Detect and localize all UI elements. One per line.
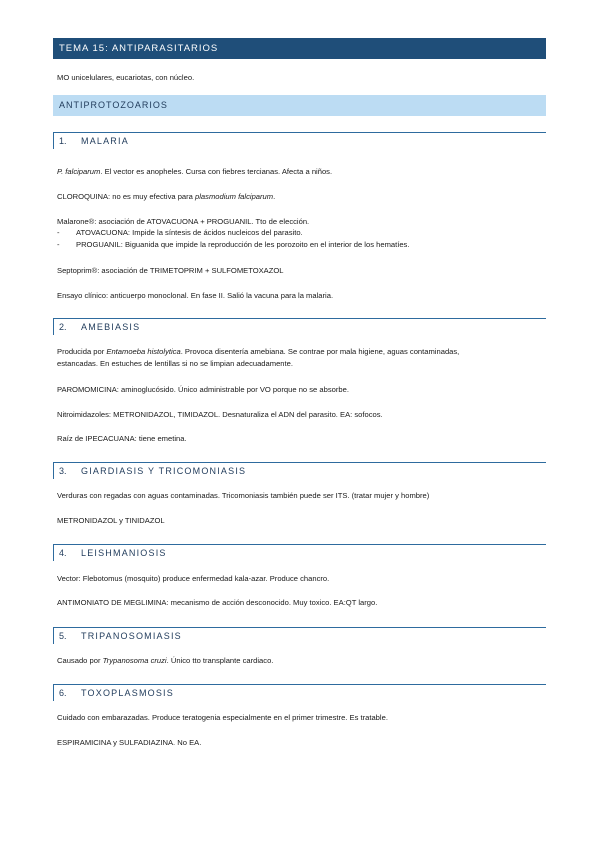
tripanosomiasis-paragraph-1 xyxy=(57,655,542,666)
bullet-marker: - xyxy=(57,240,60,249)
section-heading-giardiasis xyxy=(53,462,546,479)
malaria-paragraph-5: Ensayo clínico: anticuerpo monoclonal. En fase II. Salió la vacuna para la malaria. xyxy=(57,291,334,300)
giardiasis-paragraph-2: METRONIDAZOL y TINIDAZOL xyxy=(57,516,165,525)
text-span: Producida por xyxy=(57,347,107,356)
text-span: . Único tto transplante cardiaco. xyxy=(166,656,274,665)
italic-term: Trypanosoma cruzi xyxy=(102,656,167,665)
section-number: 3. xyxy=(59,466,67,476)
toxoplasmosis-paragraph-2: ESPIRAMICINA y SULFADIAZINA. No EA. xyxy=(57,738,202,747)
leishmaniosis-paragraph-2: ANTIMONIATO DE MEGLIMINA: mecanismo de acción desconocido. Muy toxico. EA:QT largo. xyxy=(57,598,378,607)
section-heading-leishmaniosis xyxy=(53,544,546,561)
section-number: 6. xyxy=(59,688,67,698)
malaria-paragraph-3: Malarone®: asociación de ATOVACUONA + PROGUANIL. Tto de elección. xyxy=(57,217,310,226)
section-number: 1. xyxy=(59,136,67,146)
bullet-item: PROGUANIL: Biguanida que impide la reproducción de les porozoito en el interior de los hematíes. xyxy=(76,240,410,249)
section-title: TOXOPLASMOSIS xyxy=(81,688,174,698)
malaria-paragraph-4: Septoprim®: asociación de TRIMETOPRIM + SULFOMETOXAZOL xyxy=(57,266,284,275)
section-heading-amebiasis xyxy=(53,318,546,335)
section-title: MALARIA xyxy=(81,136,129,146)
section-title: GIARDIASIS Y TRICOMONIASIS xyxy=(81,466,247,476)
section-title: TRIPANOSOMIASIS xyxy=(81,631,182,641)
text-span: Causado por xyxy=(57,656,103,665)
italic-term: P. falciparum xyxy=(57,167,101,176)
text-span: . xyxy=(273,192,276,201)
text-span: . Provoca disentería amebiana. Se contrae por mala higiene, aguas contaminadas, xyxy=(180,347,460,356)
section-title: LEISHMANIOSIS xyxy=(81,548,167,558)
bullet-item: ATOVACUONA: Impide la síntesis de ácidos nucleicos del parasito. xyxy=(76,228,303,237)
amebiasis-paragraph-3: Nitroimidazoles: METRONIDAZOL, TIMIDAZOL. Desnaturaliza el ADN del parasito. EA: sofocos. xyxy=(57,410,383,419)
amebiasis-paragraph-1-line-1 xyxy=(57,346,542,357)
section-number: 5. xyxy=(59,631,67,641)
italic-term: plasmodium falciparum xyxy=(195,192,274,201)
section-heading-tripanosomiasis xyxy=(53,627,546,644)
text-span: CLOROQUINA: no es muy efectiva para xyxy=(57,192,196,201)
section-number: 2. xyxy=(59,322,67,332)
intro-text: MO unicelulares, eucariotas, con núcleo. xyxy=(57,73,195,82)
section-title: AMEBIASIS xyxy=(81,322,141,332)
italic-term: Entamoeba histolytica xyxy=(106,347,181,356)
section-heading-toxoplasmosis xyxy=(53,684,546,701)
amebiasis-paragraph-4: Raíz de IPECACUANA: tiene emetina. xyxy=(57,434,187,443)
bullet-marker: - xyxy=(57,228,60,237)
amebiasis-paragraph-2: PAROMOMICINA: aminoglucósido. Único administrable por VO porque no se absorbe. xyxy=(57,385,349,394)
toxoplasmosis-paragraph-1: Cuidado con embarazadas. Produce teratogenia especialmente en el primer trimestre. Es tratable. xyxy=(57,713,388,722)
amebiasis-paragraph-1-line-2: estancadas. En estuches de lentillas si no se limpian adecuadamente. xyxy=(57,359,293,368)
leishmaniosis-paragraph-1: Vector: Flebotomus (mosquito) produce enfermedad kala-azar. Produce chancro. xyxy=(57,574,330,583)
text-span: . El vector es anopheles. Cursa con fiebres tercianas. Afecta a niños. xyxy=(100,167,333,176)
giardiasis-paragraph-1: Verduras con regadas con aguas contaminadas. Tricomoniasis también puede ser ITS. (tratar mujer y hombre) xyxy=(57,491,430,500)
malaria-paragraph-1 xyxy=(57,166,542,177)
section-number: 4. xyxy=(59,548,67,558)
section-band-antiprotozoarios: ANTIPROTOZOARIOS xyxy=(53,95,546,116)
page-title: TEMA 15: ANTIPARASITARIOS xyxy=(53,38,546,59)
malaria-paragraph-2 xyxy=(57,191,542,202)
section-heading-malaria xyxy=(53,132,546,149)
